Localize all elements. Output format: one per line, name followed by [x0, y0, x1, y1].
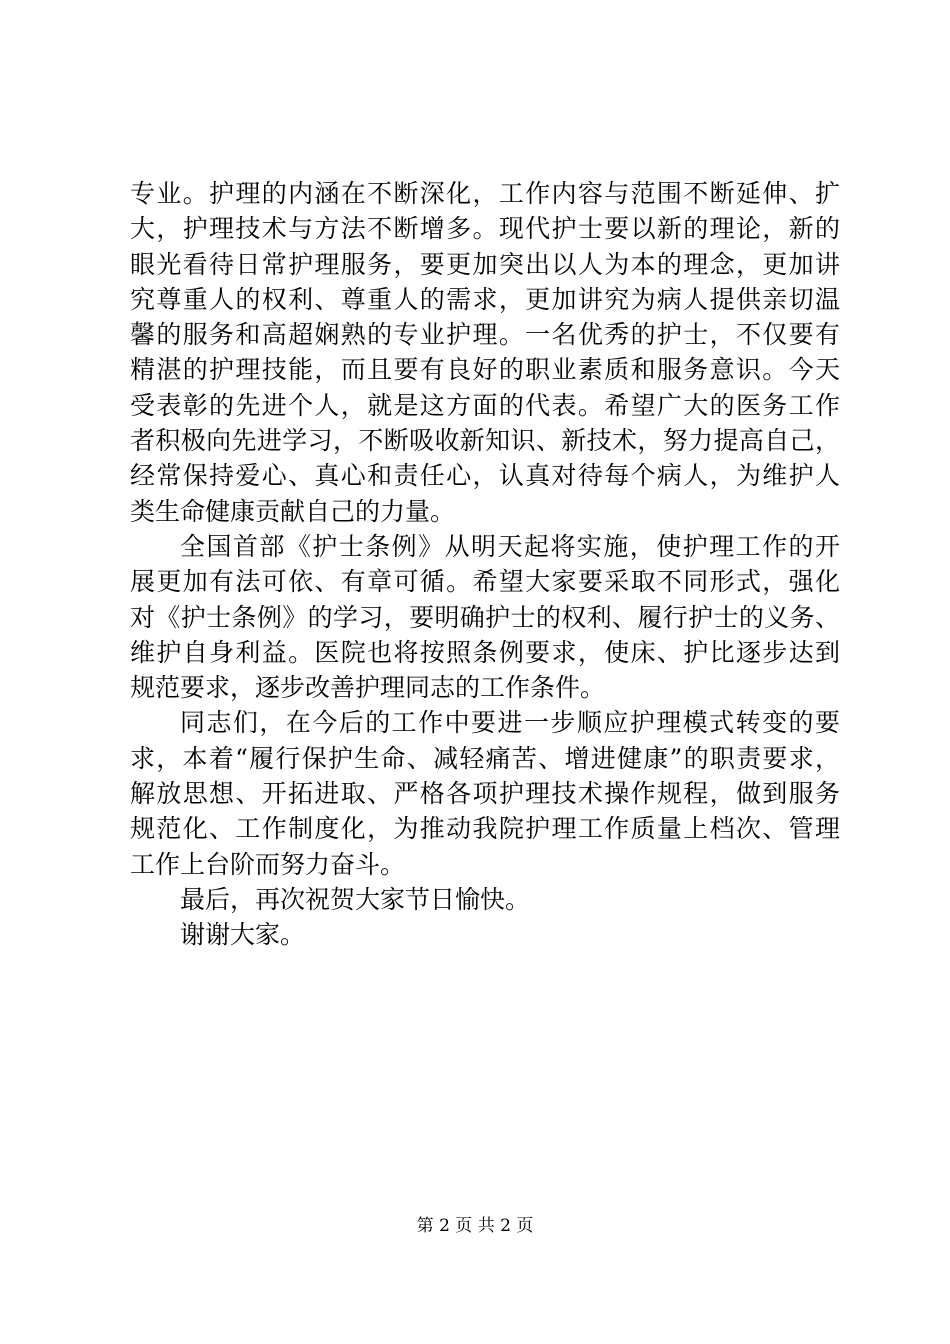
paragraph-1 — [130, 176, 840, 529]
text-line: 展更加有法可依、有章可循。希望大家要采取不同形式，强化 — [130, 567, 840, 597]
text-line: 全国首部《护士条例》从明天起将实施，使护理工作的开 — [180, 531, 840, 561]
text-line: 求，本着“履行保护生命、减轻痛苦、增进健康”的职责要求， — [130, 743, 840, 773]
text-line: 类生命健康贡献自己的力量。 — [130, 496, 456, 526]
text-line: 精湛的护理技能，而且要有良好的职业素质和服务意识。今天 — [130, 355, 840, 385]
text-line: 最后，再次祝贺大家节日愉快。 — [180, 884, 531, 914]
text-line: 大，护理技术与方法不断增多。现代护士要以新的理论，新的 — [130, 214, 840, 244]
text-line: 同志们，在今后的工作中要进一步顺应护理模式转变的要 — [180, 708, 840, 738]
text-line: 馨的服务和高超娴熟的专业护理。一名优秀的护士，不仅要有 — [130, 320, 840, 350]
text-line: 眼光看待日常护理服务，要更加突出以人为本的理念，更加讲 — [130, 249, 840, 279]
text-line: 解放思想、开拓进取、严格各项护理技术操作规程，做到服务 — [130, 779, 840, 809]
paragraph-4 — [130, 882, 840, 917]
text-line: 究尊重人的权利、尊重人的需求，更加讲究为病人提供亲切温 — [130, 284, 840, 314]
paragraph-2 — [130, 529, 840, 705]
text-line: 者积极向先进学习，不断吸收新知识、新技术，努力提高自己， — [130, 426, 840, 456]
text-line: 维护自身利益。医院也将按照条例要求，使床、护比逐步达到 — [130, 637, 840, 667]
text-line: 规范要求，逐步改善护理同志的工作条件。 — [130, 673, 606, 703]
text-line: 工作上台阶而努力奋斗。 — [130, 849, 406, 879]
document-body — [130, 176, 840, 953]
text-line: 对《护士条例》的学习，要明确护士的权利、履行护士的义务、 — [130, 602, 840, 632]
text-line: 经常保持爱心、真心和责任心，认真对待每个病人，为维护人 — [130, 461, 840, 491]
paragraph-3 — [130, 705, 840, 881]
text-line: 专业。护理的内涵在不断深化，工作内容与范围不断延伸、扩 — [130, 179, 840, 208]
text-line: 规范化、工作制度化，为推动我院护理工作质量上档次、管理 — [130, 814, 840, 844]
text-line: 谢谢大家。 — [180, 920, 306, 950]
page-number-footer: 第 2 页 共 2 页 — [416, 1216, 534, 1236]
paragraph-5 — [130, 917, 840, 952]
text-line: 受表彰的先进个人，就是这方面的代表。希望广大的医务工作 — [130, 390, 840, 420]
